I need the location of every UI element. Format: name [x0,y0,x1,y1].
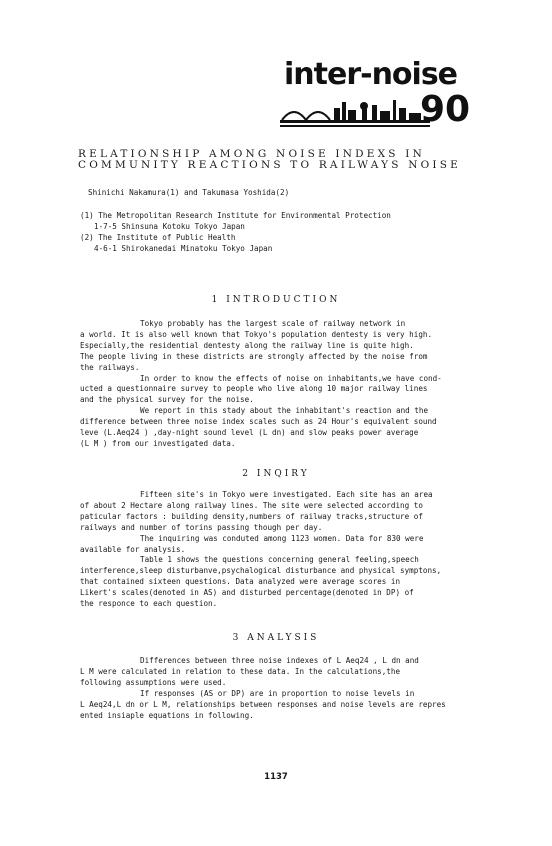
text-line: If responses (AS or DP) are in proportion to noise levels in [140,688,415,698]
paper-title-line-2: COMMUNITY REACTIONS TO RAILWAYS NOISE [78,159,462,171]
text-line: The inquiring was conduted among 1123 women. Data for 830 were [140,533,424,543]
text-line: difference between three noise index scales such as 24 Hour's equivalent sound [80,417,437,427]
text-line: ented insiaple equations in following. [80,710,254,720]
section-body-introduction [80,319,470,450]
conference-logo [280,56,470,136]
text-line: leve (L.Aeq24 ) ,day-night sound level (L dn) and slow peaks power average [80,428,419,438]
text-line: Differences between three noise indexes of L Aeq24 , L dn and [140,656,419,665]
text-line: The people living in these districts are strongly affected by the noise from [80,351,428,361]
text-line: In order to know the effects of noise on inhabitants,we have cond- [140,373,442,383]
text-line: that contained sixteen questions. Data analyzed were average scores in [80,577,401,587]
logo-year: 90 [420,89,471,130]
text-line: available for analysis. [80,544,186,554]
paper-title-line-1: RELATIONSHIP AMONG NOISE INDEXS IN [78,148,425,160]
section-heading-inquiry: 2 INQIRY [242,469,310,479]
section-body-inquiry [80,490,470,610]
logo-wordmark: inter-noise [284,57,458,92]
text-line: following assumptions were used. [80,677,227,687]
text-line: and the physical survey for the noise. [80,395,254,405]
text-line: interference,sleep disturbanve,psychalogical disturbance and physical symptons, [80,566,442,576]
text-line: the railways. [80,362,140,372]
section-body-analysis [80,656,470,721]
text-line: the responce to each question. [80,599,218,609]
text-line: L Aeq24,L dn or L M, relationships between responses and noise levels are repres [80,699,446,709]
text-line: railways and number of torins passing though per day. [80,522,323,532]
text-line: We report in this stady about the inhabitant's reaction and the [140,406,429,416]
page-number: 1137 [264,772,288,782]
text-line: Tokyo probably has the largest scale of railway network in [140,319,406,328]
text-line: L M were calculated in relation to these data. In the calculations,the [80,666,401,676]
affiliation-2: (2) The Institute of Public Health [80,233,236,242]
text-line: Fifteen site's in Tokyo were investigated. Each site has an area [140,490,433,499]
text-line: Especially,the residential dentesty along the railway line is quite high. [80,340,414,350]
text-line: (L M ) from our investigated data. [80,438,236,448]
text-line: a world. It is also well known that Tokyo's population dentesty is very high. [80,329,433,339]
section-heading-introduction: 1 INTRODUCTION [211,295,341,305]
text-line: Table 1 shows the questions concerning general feeling,speech [140,555,419,565]
affiliation-2-address: 4-6-1 Shirokanedai Minatoku Tokyo Japan [94,244,273,253]
city-skyline-icon [280,96,430,130]
section-heading-analysis: 3 ANALYSIS [232,633,320,643]
text-line: of about 2 Hectare along railway lines. The site were selected according to [80,500,423,510]
text-line: Likert's scales(denoted in AS) and disturbed percentage(denoted in DP) of [80,588,414,598]
affiliation-1: (1) The Metropolitan Research Institute for Environmental Protection [80,211,391,220]
authors: Shinichi Nakamura(1) and Takumasa Yoshida(2) [88,188,290,197]
text-line: paticular factors : building density,numbers of railway tracks,structure of [80,511,423,521]
affiliation-1-address: 1-7-5 Shinsuna Kotoku Tokyo Japan [94,222,245,231]
text-line: ucted a questionnaire survey to people who live along 10 major railway lines [80,384,428,394]
